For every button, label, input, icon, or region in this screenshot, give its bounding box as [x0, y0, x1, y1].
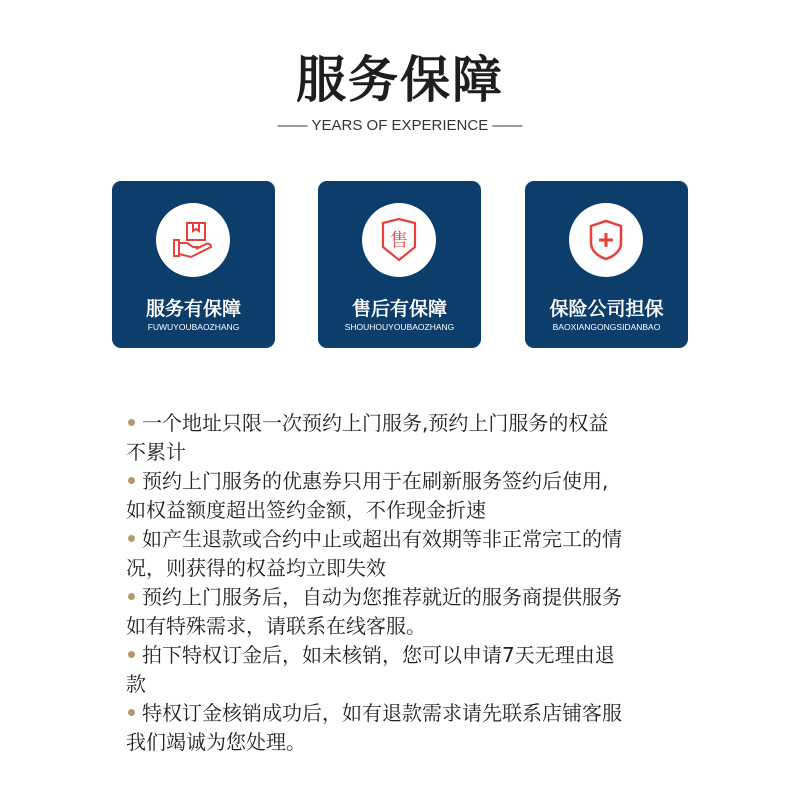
card-label: 保险公司担保 [549, 298, 664, 320]
bullet-icon [128, 535, 135, 542]
bullet-icon [128, 651, 135, 658]
card-pinyin: SHOUHOUYOUBAOZHANG [344, 322, 455, 332]
bullet-icon [128, 709, 135, 716]
list-item [126, 699, 696, 757]
item-text: 不累计 [126, 440, 186, 464]
item-text: 款 [126, 672, 146, 696]
card-label: 服务有保障 [145, 298, 241, 320]
list-item [126, 467, 696, 525]
list-item [126, 525, 696, 583]
card-pinyin: FUWUYOUBAOZHANG [147, 322, 240, 332]
card-after-sales [318, 181, 481, 348]
bullet-icon [128, 477, 135, 484]
item-text: 我们竭诚为您处理。 [126, 730, 306, 754]
card-insurance [525, 181, 688, 348]
item-text: 如产生退款或合约中止或超出有效期等非正常完工的情 [142, 527, 622, 551]
hand-box-icon [156, 203, 230, 277]
page-subtitle: —— YEARS OF EXPERIENCE —— [277, 117, 523, 134]
shield-plus-icon [569, 203, 643, 277]
item-text: 预约上门服务的优惠券只用于在刷新服务签约后使用, [142, 469, 609, 493]
list-item [126, 583, 696, 641]
item-text: 如权益额度超出签约金额，不作现金折速 [126, 498, 486, 522]
terms-list [126, 409, 696, 757]
list-item [126, 641, 696, 699]
card-pinyin: BAOXIANGONGSIDANBAO [552, 322, 661, 332]
shield-glyph: 售 [390, 230, 408, 251]
item-text: 一个地址只限一次预约上门服务,预约上门服务的权益 [142, 411, 609, 435]
bullet-icon [128, 419, 135, 426]
list-item [126, 409, 696, 467]
item-text: 预约上门服务后，自动为您推荐就近的服务商提供服务 [142, 585, 622, 609]
shield-shou-icon [362, 203, 436, 277]
item-text: 特权订金核销成功后，如有退款需求请先联系店铺客服 [142, 701, 622, 725]
page-title: 服务保障 [296, 51, 504, 109]
item-text: 拍下特权订金后，如未核销，您可以申请7天无理由退 [142, 643, 615, 667]
item-text: 如有特殊需求，请联系在线客服。 [126, 614, 426, 638]
card-label: 售后有保障 [351, 298, 447, 320]
card-service-guarantee [112, 181, 275, 348]
item-text: 况，则获得的权益均立即失效 [126, 556, 386, 580]
bullet-icon [128, 593, 135, 600]
